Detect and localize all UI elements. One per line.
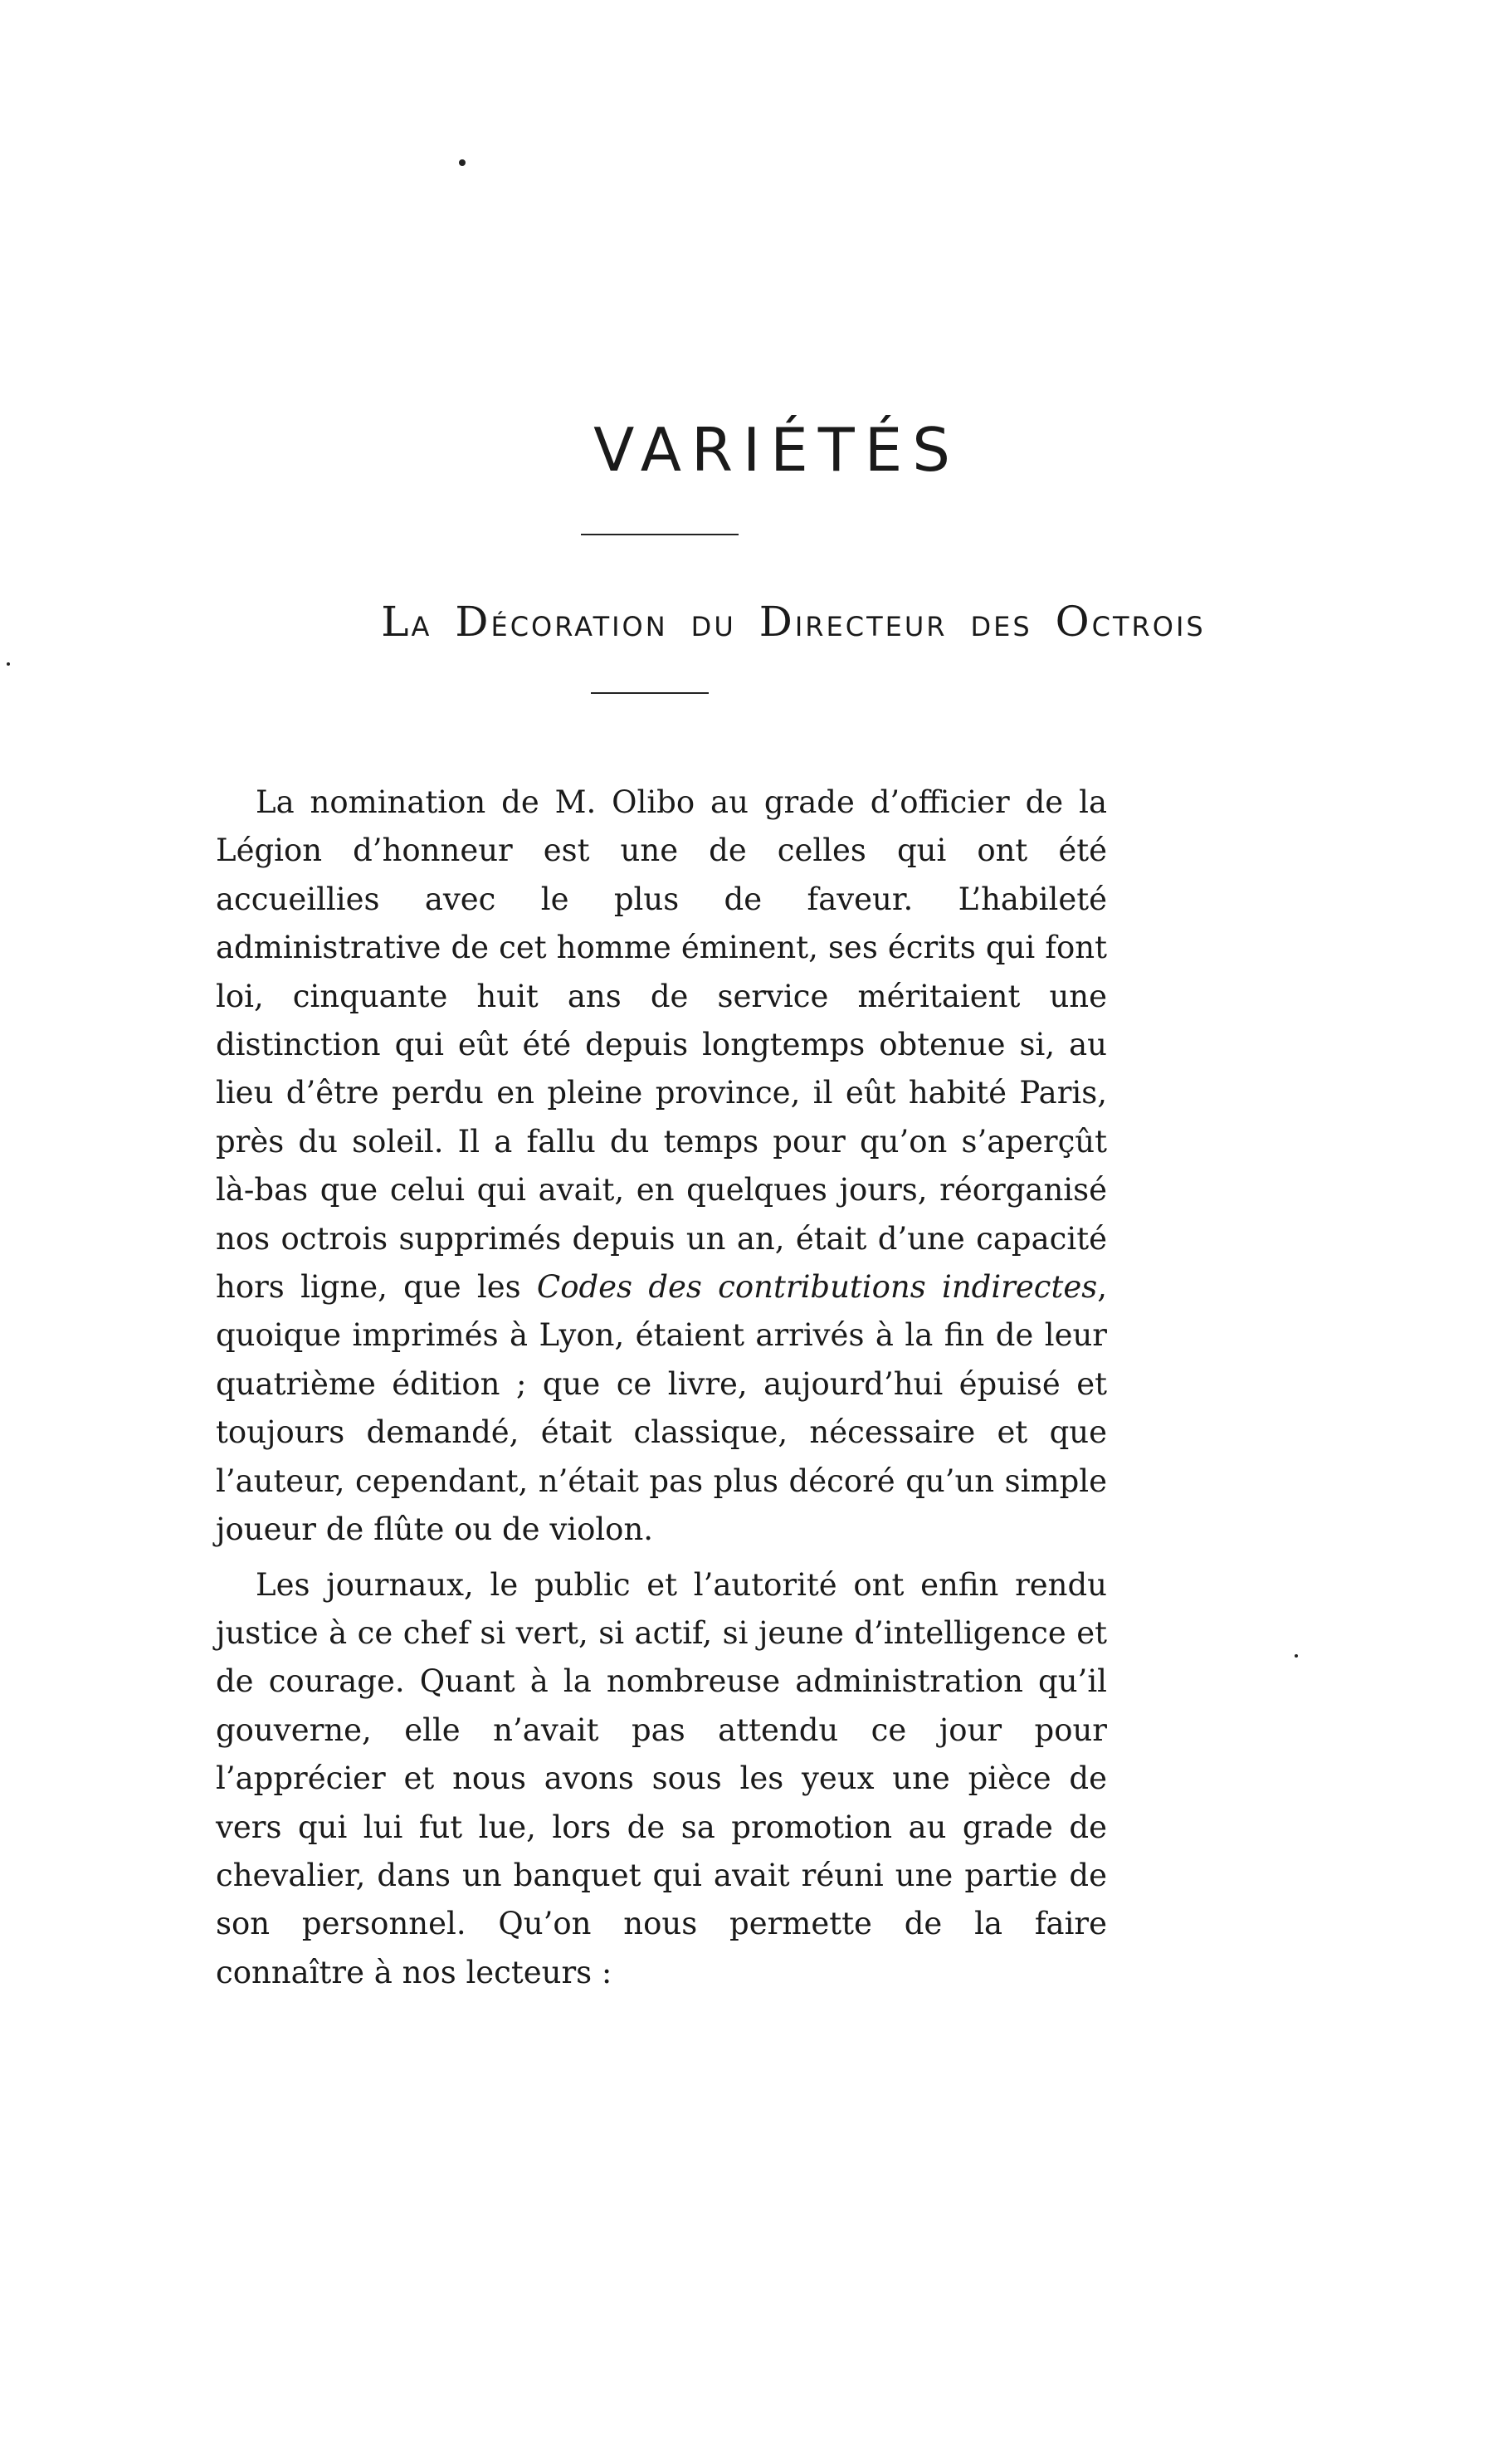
title-divider — [581, 534, 739, 535]
subtitle-word: DES — [970, 611, 1032, 642]
italic-title: Codes des contributions indirectes — [536, 1269, 1098, 1306]
paragraph-1: La nomination de M. Olibo au grade d’officier de la Légion d’honneur est une de celles qui ont été accueillies avec le plus de faveur. L’habileté administrative de cet homme éminent, ses écrits qui font loi, cinquante huit ans de service méritaient une distinction qui eût été depuis longtemps obtenue si, au lieu d’être perdu en pleine province, il eût habité Paris, près du soleil. Il a fallu du temps pour qu’on s’aperçût là-bas que celui qui avait, en quelques jours, réorganisé nos octrois supprimés depuis un an, était d’une capacité hors ligne, que les Codes des contributions indirectes, quoique imprimés à Lyon, étaient arrivés à la fin de leur quatrième édition ; que ce livre, aujourd’hui épuisé et toujours demandé, était classique, nécessaire et que l’auteur, cependant, n’était pas plus décoré qu’un simple joueur de flûte ou de violon. — [216, 784, 1107, 1548]
paragraph-2: Les journaux, le public et l’autorité ont enfin rendu justice à ce chef si vert, si actif, si jeune d’intelligence et de courage. Quant à la nombreuse administration qu’il gouverne, elle n’avait pas attendu ce jour pour l’apprécier et nous avons sous les yeux une pièce de vers qui lui fut lue, lors de sa promotion au grade de chevalier, dans un banquet qui avait réuni une partie de son personnel. Qu’on nous permette de la faire connaître à nos lecteurs : — [216, 1566, 1107, 1990]
subtitle-word: OCTROIS — [1055, 598, 1206, 646]
article-subtitle — [0, 598, 1512, 646]
subtitle-word: LA — [381, 598, 432, 646]
article-body — [216, 779, 1107, 1997]
subtitle-word: DIRECTEUR — [758, 598, 948, 646]
ink-speck — [1295, 1654, 1298, 1658]
subtitle-word: DU — [690, 611, 736, 642]
ink-speck — [7, 662, 10, 666]
subtitle-divider — [591, 692, 709, 694]
page-title: VARIÉTÉS — [593, 415, 960, 485]
subtitle-word: DÉCORATION — [455, 598, 668, 646]
ink-speck — [459, 159, 466, 166]
